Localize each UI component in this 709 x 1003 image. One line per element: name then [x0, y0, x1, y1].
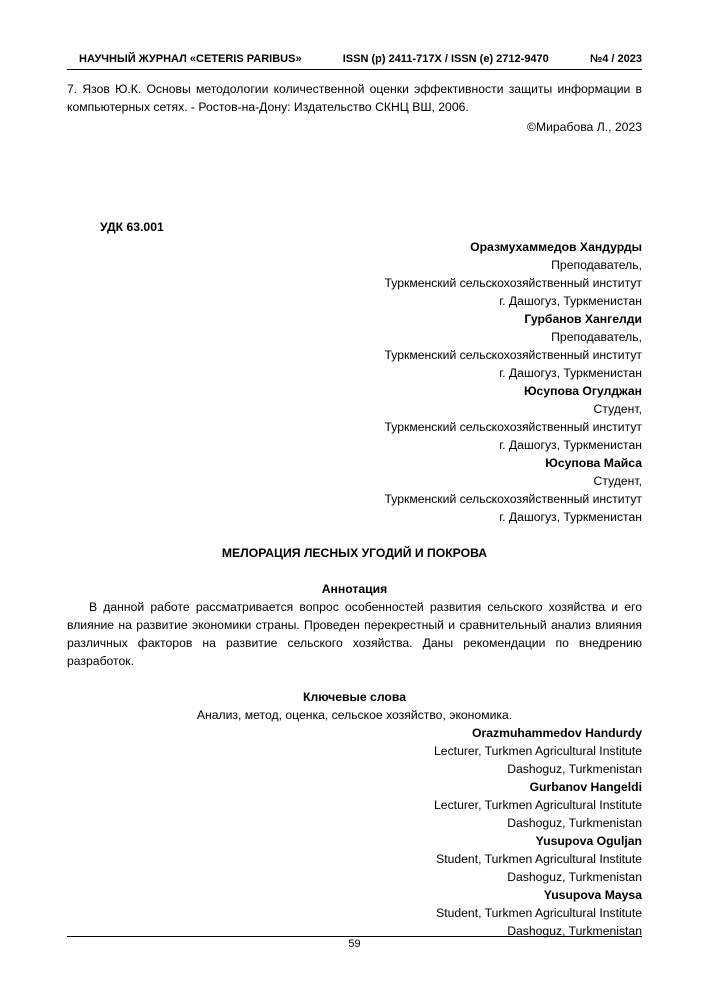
- abstract-heading: Аннотация: [321, 582, 388, 596]
- author-organization: Туркменский сельскохозяйственный институт: [384, 348, 642, 362]
- author-ru: [67, 382, 642, 454]
- author-en: [67, 886, 642, 940]
- author-organization: Туркменский сельскохозяйственный институт: [384, 492, 642, 506]
- issue-number: №4 / 2023: [589, 53, 642, 65]
- author-name: Гурбанов Хангелди: [524, 312, 642, 326]
- author-city: г. Дашогуз, Туркменистан: [499, 510, 642, 524]
- author-name-en: Gurbanov Hangeldi: [529, 780, 642, 794]
- author-position: Студент,: [593, 474, 642, 488]
- author-name-en: Yusupova Maysa: [543, 888, 642, 902]
- author-position-en: Student, Turkmen Agricultural Institute: [436, 906, 642, 920]
- author-en: [67, 832, 642, 886]
- author-city-en: Dashoguz, Turkmenistan: [507, 816, 642, 830]
- author-city-en: Dashoguz, Turkmenistan: [507, 870, 642, 884]
- author-city: г. Дашогуз, Туркменистан: [499, 366, 642, 380]
- author-city: г. Дашогуз, Туркменистан: [499, 294, 642, 308]
- author-organization: Туркменский сельскохозяйственный институт: [384, 276, 642, 290]
- author-name: Юсупова Огулджан: [523, 384, 642, 398]
- author-position-en: Student, Turkmen Agricultural Institute: [436, 852, 642, 866]
- issn-info: ISSN (p) 2411-717X / ISSN (e) 2712-9470: [342, 53, 549, 65]
- footer-divider: [67, 936, 642, 937]
- abstract-text: В данной работе рассматривается вопрос особенностей развития сельского хозяйства и его влияние на развитие экономики страны. Проведен перекрестный и сравнительный анализ влияния различных факторов на развитие сельского хозяйства. Даны рекомендации по внедрению разработок.: [67, 600, 642, 668]
- author-position-en: Lecturer, Turkmen Agricultural Institute: [434, 744, 642, 758]
- reference-item: 7. Язов Ю.К. Основы методологии количественной оценки эффективности защиты информации в компьютерных сетях. - Ростов-на-Дону: Издательство СКНЦ ВШ, 2006.: [67, 82, 642, 114]
- author-position: Студент,: [593, 402, 642, 416]
- author-name: Юсупова Майса: [545, 456, 642, 470]
- author-city-en: Dashoguz, Turkmenistan: [507, 924, 642, 938]
- author-name: Оразмухаммедов Хандурды: [470, 240, 642, 254]
- author-city-en: Dashoguz, Turkmenistan: [507, 762, 642, 776]
- authors-en-block: [67, 724, 642, 940]
- author-city: г. Дашогуз, Туркменистан: [499, 438, 642, 452]
- author-ru: [67, 238, 642, 310]
- author-en: [67, 724, 642, 778]
- author-position: Преподаватель,: [551, 258, 642, 272]
- page-header: [67, 50, 642, 70]
- article-title: МЕЛОРАЦИЯ ЛЕСНЫХ УГОДИЙ И ПОКРОВА: [221, 546, 488, 560]
- copyright-line: ©Мирабова Л., 2023: [526, 120, 642, 134]
- keywords-heading: Ключевые слова: [303, 690, 406, 704]
- author-ru: [67, 310, 642, 382]
- author-name-en: Yusupova Oguljan: [535, 834, 642, 848]
- udk-code: УДК 63.001: [100, 220, 164, 234]
- journal-name: НАУЧНЫЙ ЖУРНАЛ «CETERIS PARIBUS»: [79, 53, 302, 65]
- author-position: Преподаватель,: [551, 330, 642, 344]
- authors-ru-block: [67, 238, 642, 526]
- page-content: [67, 80, 642, 940]
- author-name-en: Orazmuhammedov Handurdy: [472, 726, 642, 740]
- author-ru: [67, 454, 642, 526]
- author-position-en: Lecturer, Turkmen Agricultural Institute: [434, 798, 642, 812]
- page-number: 59: [348, 938, 361, 950]
- keywords-text: Анализ, метод, оценка, сельское хозяйство, экономика.: [196, 708, 513, 722]
- author-en: [67, 778, 642, 832]
- author-organization: Туркменский сельскохозяйственный институт: [384, 420, 642, 434]
